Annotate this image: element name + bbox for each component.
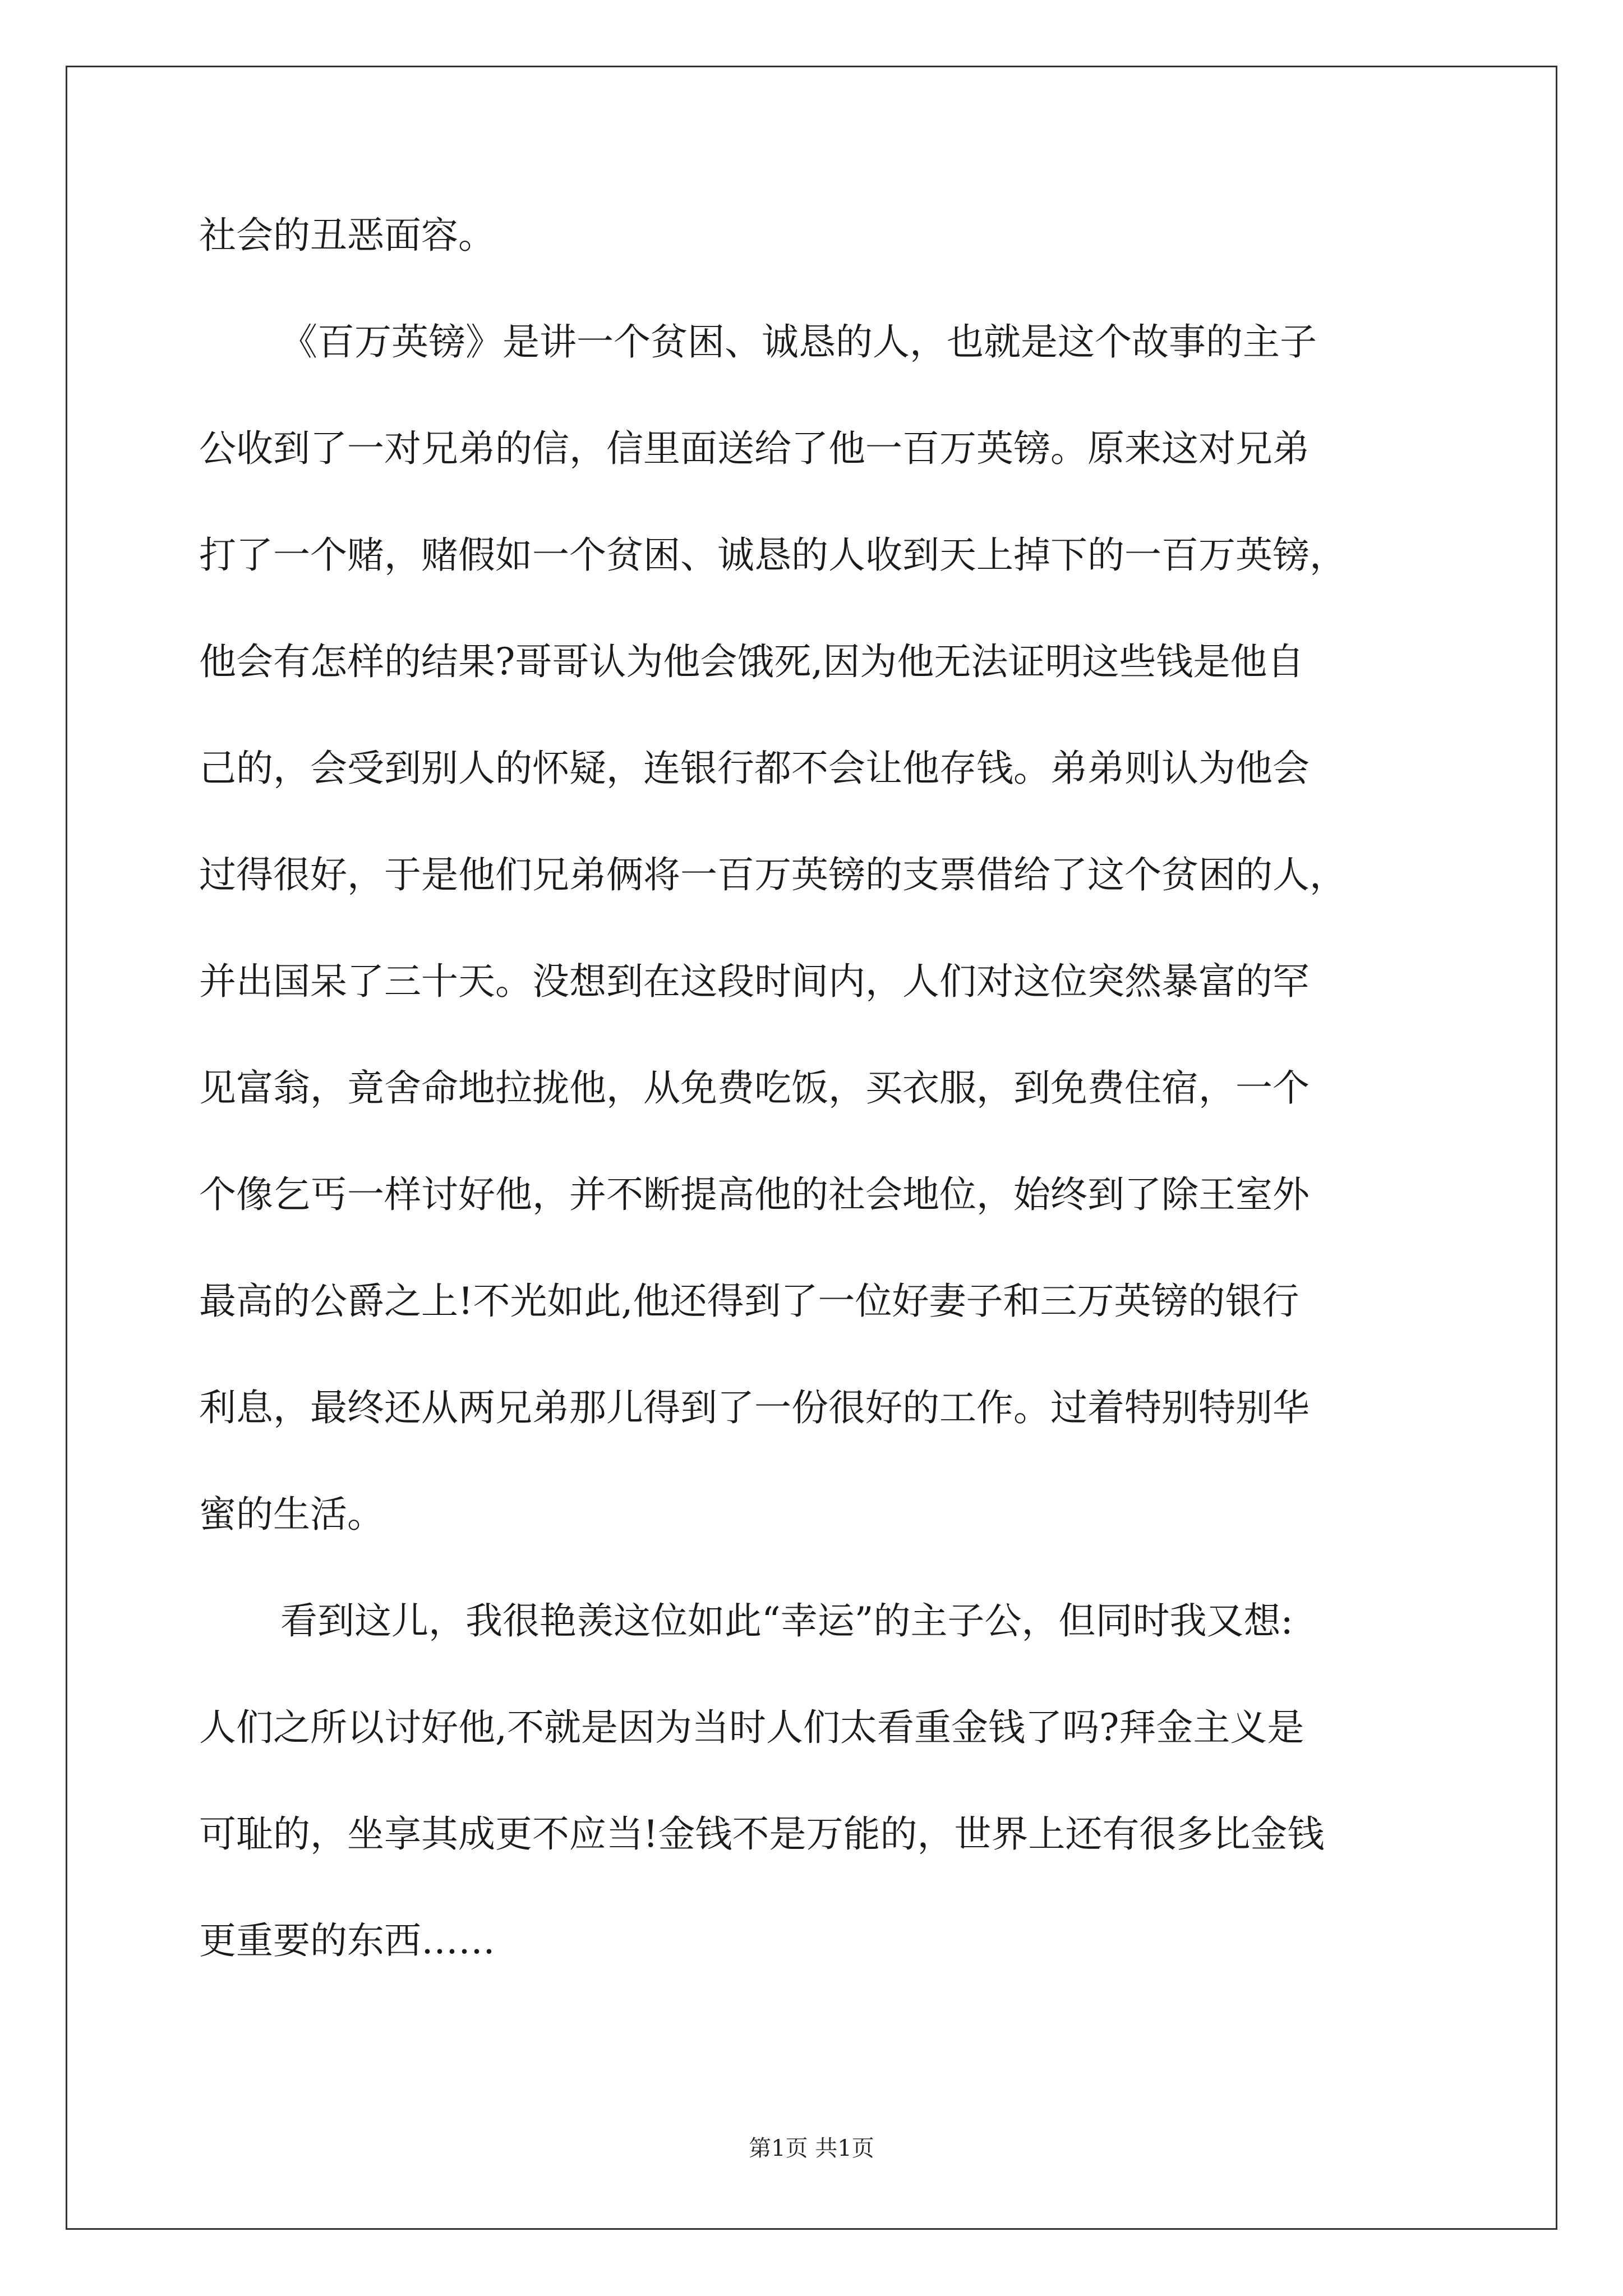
text-line: 过得很好，于是他们兄弟俩将一百万英镑的支票借给了这个贫困的人， bbox=[199, 853, 1347, 896]
text-line: 己的，会受到别人的怀疑，连银行都不会让他存钱。弟弟则认为他会 bbox=[199, 747, 1310, 790]
text-line: 更重要的东西…… bbox=[199, 1919, 495, 1962]
text-line: 并出国呆了三十天。没想到在这段时间内，人们对这位突然暴富的罕 bbox=[199, 960, 1310, 1003]
text-line: 最高的公爵之上!不光如此,他还得到了一位好妻子和三万英镑的银行 bbox=[199, 1280, 1299, 1323]
text-line: 公收到了一对兄弟的信，信里面送给了他一百万英镑。原来这对兄弟 bbox=[199, 427, 1310, 470]
page-border bbox=[66, 66, 1557, 2230]
text-line: 他会有怎样的结果?哥哥认为他会饿死,因为他无法证明这些钱是他自 bbox=[199, 640, 1304, 683]
text-line: 打了一个赌，赌假如一个贫困、诚恳的人收到天上掉下的一百万英镑， bbox=[199, 533, 1347, 577]
text-line: 见富翁，竟舍命地拉拢他，从免费吃饭，买衣服，到免费住宿，一个 bbox=[199, 1066, 1310, 1110]
text-line: 个像乞丐一样讨好他，并不断提高他的社会地位，始终到了除王室外 bbox=[199, 1173, 1310, 1216]
page-footer: 第1页 共1页 bbox=[749, 2136, 874, 2161]
text-line: 看到这儿，我很艳羡这位如此“幸运”的主子公，但同时我又想: bbox=[280, 1599, 1293, 1642]
text-line: 《百万英镑》是讲一个贫困、诚恳的人，也就是这个故事的主子 bbox=[280, 320, 1317, 364]
text-line: 蜜的生活。 bbox=[199, 1493, 384, 1536]
text-line: 人们之所以讨好他,不就是因为当时人们太看重金钱了吗?拜金主义是 bbox=[199, 1706, 1304, 1749]
text-line: 社会的丑恶面容。 bbox=[199, 214, 495, 257]
text-line: 可耻的，坐享其成更不应当!金钱不是万能的，世界上还有很多比金钱 bbox=[199, 1812, 1325, 1856]
text-line: 利息，最终还从两兄弟那儿得到了一份很好的工作。过着特别特别华 bbox=[199, 1386, 1310, 1429]
